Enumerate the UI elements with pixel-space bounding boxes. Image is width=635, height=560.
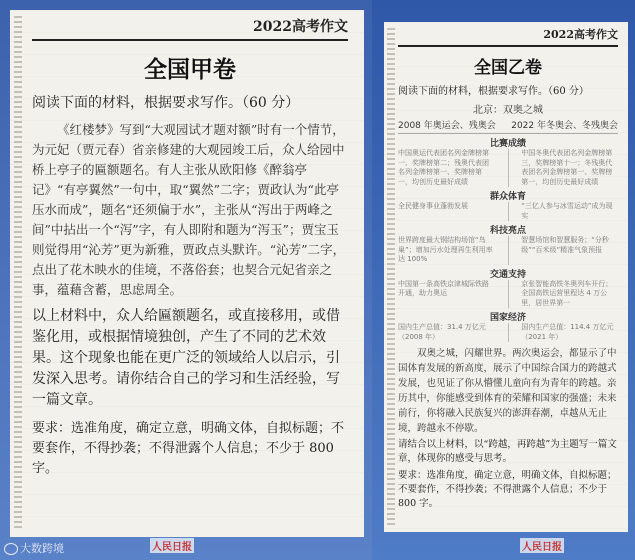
comparison-row-label: 群众体育 <box>489 192 526 202</box>
comparison-right-head: 2022 年冬奥会、冬残奥会 <box>511 121 618 131</box>
comparison-right-cell: 京张智能高铁冬奥列车开行；全国高铁运营里程达 4 万公里，居世界第一 <box>521 279 613 307</box>
paper-title: 全国甲卷 <box>144 57 236 83</box>
exam-paper-national-b <box>384 22 628 532</box>
comparison-row <box>398 136 618 187</box>
watermark-left: 大数跨境 <box>4 540 64 556</box>
comparison-divider <box>508 202 509 221</box>
watermark-center: 人民日报 <box>150 538 194 553</box>
comparison-infographic <box>398 101 618 342</box>
comparison-left-cell: 中国第一条高铁京津城际铁路开通，助力奥运 <box>398 279 489 297</box>
comparison-left-cell: 世界跨度最大钢结构场馆“鸟巢”；增加污水处理再生利用率达 100% <box>398 236 493 263</box>
comparison-left-head: 2008 年奥运会、残奥会 <box>398 121 496 131</box>
comparison-right-cell: 国内生产总值：114.4 万亿元（2021 年） <box>521 323 614 341</box>
comparison-right-cell: “三亿人参与冰雪运动”成为现实 <box>521 202 613 220</box>
comparison-left-cell: 全民健身事业蓬勃发展 <box>398 202 468 210</box>
comparison-left-cell: 国内生产总值：31.4 万亿元（2008 年） <box>398 323 486 341</box>
comparison-row-label: 国家经济 <box>489 313 526 323</box>
paper-task: 以上材料中，众人给匾额题名，或直接移用，或借鉴化用，或根据情境独创，产生了不同的艺术效果。这个现象也能在更广泛的领域给人以启示，引发深入思考。请你结合自己的学习和生活经验，写一篇文章。 <box>32 308 340 408</box>
paper-intro: 阅读下面的材料，根据要求写作。（60 分） <box>32 95 300 111</box>
watermark-logo-icon <box>4 543 18 555</box>
paper-requirements: 要求：选准角度，确定立意，明确文体，自拟标题；不要套作，不得抄袭；不得泄露个人信息；不少于 800 字。 <box>398 470 617 509</box>
watermark-right: 人民日报 <box>520 538 564 553</box>
comparison-row <box>398 223 618 265</box>
comparison-row-label: 科技亮点 <box>489 226 526 236</box>
comparison-row-label: 比赛成绩 <box>489 139 526 149</box>
paper-task: 请结合以上材料，以“跨越，再跨越”为主题写一篇文章，体现你的感受与思考。 <box>398 439 617 464</box>
comparison-row <box>398 310 618 342</box>
comparison-right-cell: 中国冬奥代表团名列金牌榜第三，奖牌榜第十一；冬残奥代表团名列金牌榜第一、奖牌榜第一，均创历史最好成绩 <box>521 149 613 186</box>
comparison-row-label: 交通支持 <box>489 269 526 280</box>
comparison-left-cell: 中国奥运代表团名列金牌榜第一、奖牌榜第二；残奥代表团名列金牌榜第一、奖牌榜第一，均创历史最好成绩 <box>398 149 489 186</box>
paper-material: 《红楼梦》写到“大观园试才题对额”时有一个情节，为元妃（贾元春）省亲修建的大观园竣工后，众人给园中桥上亭子的匾额题名。有人主张从欧阳修《醉翁亭记》“有亭翼然”一句中，取“翼然”二字；贾政认为“此亭压水而成”，题名“还须偏于水”，主张从“泻出于两峰之间”中拈出一个“泻”字，有人即附和题为“泻玉”；贾宝玉则觉得用“沁芳”更为新雅，贾政点头默许。“沁芳”二字，点出了花木映水的佳境，不落俗套；也契合元妃省亲之事，蕴藉含蓄，思虑周全。 <box>32 122 346 297</box>
paper-title: 全国乙卷 <box>474 58 542 78</box>
comparison-divider <box>508 236 509 265</box>
paper-header: 2022高考作文 <box>398 26 618 47</box>
comparison-city: 北京：双奥之城 <box>473 105 543 116</box>
exam-paper-national-a <box>10 10 364 537</box>
comparison-divider <box>508 149 509 187</box>
paper-intro: 阅读下面的材料，根据要求写作。（60 分） <box>398 86 589 97</box>
comparison-divider <box>508 323 509 342</box>
comparison-divider <box>508 280 509 309</box>
comparison-headers <box>398 118 618 134</box>
paper-material: 双奥之城，闪耀世界。两次奥运会，都显示了中国体育发展的新高度，展示了中国综合国力的跨越式发展，也见证了你从懵懂儿童向有为青年的跨越。亲历其中，你能感受到体育的荣耀和国家的强盛；未来前行，你将融入民族复兴的澎湃春潮，卓越从无止境，跨越永不停歇。 <box>398 348 617 434</box>
paper-header: 2022高考作文 <box>32 16 348 41</box>
comparison-right-cell: 智慧场馆和智慧服务；“分秒级”“百米级”精准气象预报 <box>521 236 609 254</box>
comparison-row <box>398 189 618 221</box>
comparison-row <box>398 267 618 309</box>
paper-requirements: 要求：选准角度，确定立意，明确文体，自拟标题；不要套作，不得抄袭；不得泄露个人信息；不少于 800 字。 <box>32 421 345 476</box>
spiral-binding <box>14 16 22 531</box>
spiral-binding <box>387 28 395 526</box>
